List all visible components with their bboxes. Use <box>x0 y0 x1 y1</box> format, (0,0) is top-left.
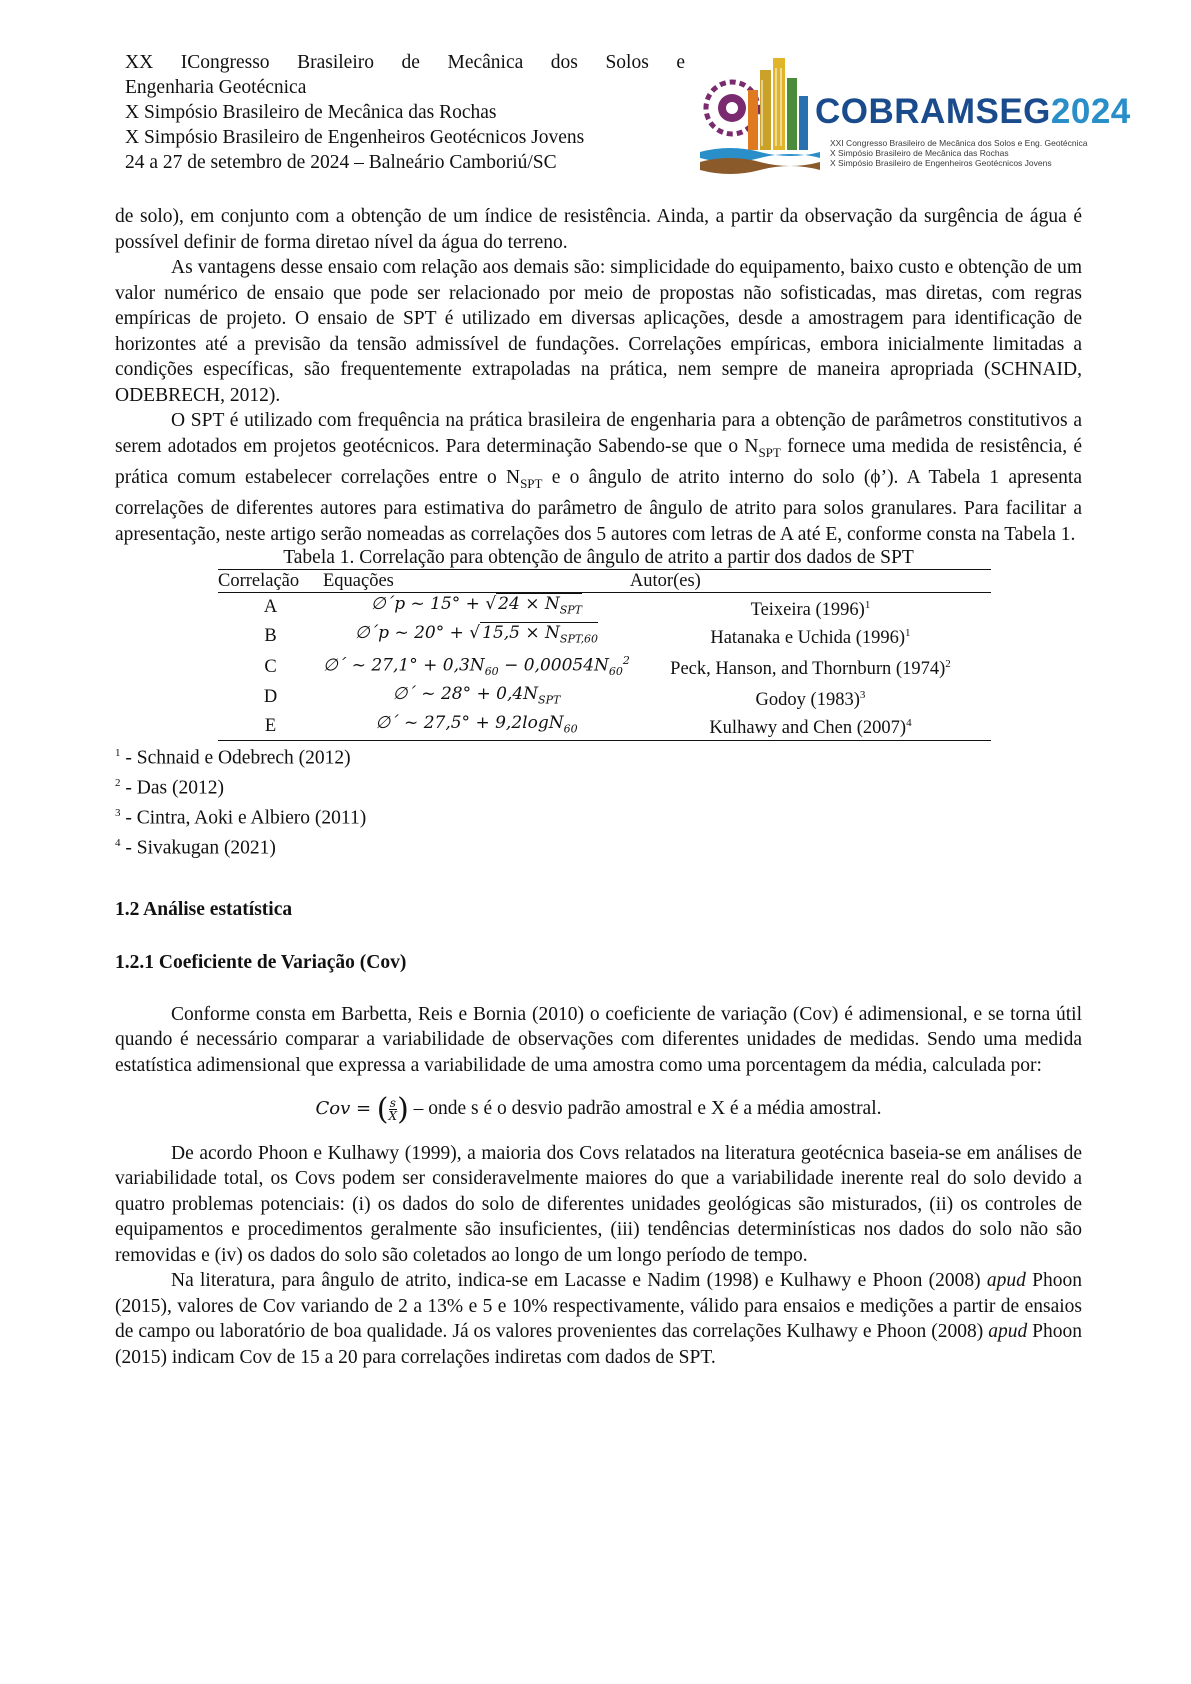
footnote <box>115 831 1082 861</box>
eq-c-sub-1: 60 <box>484 665 499 679</box>
footnote-text: - Das (2012) <box>120 777 224 799</box>
author-sup: 3 <box>859 688 866 701</box>
p6-part-c: Phoon (2015) indicam Cov de 15 a 20 para correlações indiretas com dados de SPT. <box>115 1321 1082 1368</box>
logo-emblem-icon <box>700 50 820 180</box>
subsection-heading: 1.2.1 Coeficiente de Variação (Cov) <box>115 952 407 974</box>
paper-body <box>115 204 1082 1370</box>
logo-sub-line-3: X Simpósio Brasileiro de Engenheiros Geotécnicos Jovens <box>830 158 1052 168</box>
eq-c-part-1: ∅´ ~ 27,1° + 0,3N <box>323 655 485 676</box>
eq-b-rad-text: 15,5 × N <box>482 622 560 643</box>
author-cell <box>630 650 991 683</box>
header-line-5: 24 a 27 de setembro de 2024 – Balneário Camboriú/SC <box>125 152 557 173</box>
table-caption: Tabela 1. Correlação para obtenção de ângulo de atrito a partir dos dados de SPT <box>283 547 914 569</box>
row-id: E <box>218 712 323 741</box>
equation-c <box>323 650 630 683</box>
p6-part-a: Na literatura, para ângulo de atrito, indica-se em Lacasse e Nadim (1998) e Kulhawy e Phoon (2008) <box>171 1270 987 1292</box>
eq-b-radicand <box>480 622 599 646</box>
formula-fraction <box>389 1097 398 1122</box>
logo-sub-line-2: X Simpósio Brasileiro de Mecânica das Rochas <box>830 148 1009 158</box>
eq-c-part-2: − 0,00054N <box>498 655 609 676</box>
paragraph-5: De acordo Phoon e Kulhawy (1999), a maioria dos Covs relatados na literatura geotécnica baseia-se em análises de variabilidade total, os Covs podem ser consideravelmente maiores do que a variabilidade inerente real do solo devido a quatro problemas potenciais: (i) os dados do solo de diferentes unidades geológicas são misturados, (ii) os controles de equipamentos e procedimentos geralmente são insuficientes, (iii) tendências determinísticas nos dados do solo não são removidas e (iv) os dados do solo são coletados ao longo de um longo período de tempo. <box>115 1142 1082 1266</box>
logo-subtitle <box>830 138 1088 168</box>
equation-d <box>323 683 630 711</box>
eq-a-part: ∅´p ~ 15° + <box>370 594 486 615</box>
author-text: Godoy (1983) <box>755 689 860 710</box>
header-autores: Autor(es) <box>630 570 991 593</box>
author-sup: 4 <box>906 717 912 730</box>
table-row <box>218 593 991 622</box>
header-line-2: Engenharia Geotécnica <box>125 77 307 98</box>
row-id: C <box>264 656 277 677</box>
author-text: Kulhawy and Chen (2007) <box>709 718 907 739</box>
author-text: Teixeira (1996) <box>750 600 865 621</box>
logo-name: COBRAMSEG <box>815 92 1051 131</box>
author-text: Hatanaka e Uchida (1996) <box>710 628 906 649</box>
table-row <box>218 683 991 711</box>
header-line-4: X Simpósio Brasileiro de Engenheiros Geotécnicos Jovens <box>125 127 585 148</box>
paragraph-6 <box>115 1268 1082 1370</box>
section-heading: 1.2 Análise estatística <box>115 898 293 920</box>
equation-b <box>323 622 630 650</box>
author-cell <box>630 712 991 741</box>
author-cell <box>630 622 991 650</box>
spt-subscript-2: SPT <box>520 475 543 491</box>
header-line-3: X Simpósio Brasileiro de Mecânica das Rochas <box>125 102 497 123</box>
table-header-row <box>218 570 991 593</box>
row-id: D <box>263 687 278 708</box>
equation-e <box>323 712 630 741</box>
author-cell <box>630 593 991 622</box>
logo-sub-line-1: XXI Congresso Brasileiro de Mecânica dos Solos e Eng. Geotécnica <box>830 138 1088 148</box>
author-text: Peck, Hanson, and Thornburn (1974) <box>670 659 946 680</box>
footnote <box>115 771 1082 801</box>
eq-b-part: ∅´p ~ 20° + <box>354 622 470 643</box>
row-id: A <box>263 597 278 618</box>
paragraph-4: Conforme consta em Barbetta, Reis e Bornia (2010) o coeficiente de variação (Cov) é adimensional, e se torna útil quando é necessário comparar a variabilidade de observações com diferentes unidades de medidas. Sendo uma medida estatística adimensional que expressa a variabilidade de uma amostra como uma porcentagem da média, calculada por: <box>115 1003 1082 1076</box>
table-row <box>218 622 991 650</box>
author-sup: 1 <box>905 627 911 640</box>
footnote-text: - Schnaid e Odebrech (2012) <box>120 747 351 769</box>
table-row <box>218 712 991 741</box>
author-cell <box>630 683 991 711</box>
header-correlacao: Correlação <box>218 570 323 593</box>
close-paren-icon: ) <box>397 1092 409 1128</box>
spt-subscript-1: SPT <box>758 444 781 460</box>
cobramseg-logo <box>700 50 1130 180</box>
sqrt-icon: √ <box>469 622 481 643</box>
paragraph-2: As vantagens desse ensaio com relação aos demais são: simplicidade do equipamento, baixo custo e obtenção de um valor numérico de ensaio que pode ser relacionado por meio de propostas não sofisticadas, mas diretas, com regras empíricas de projeto. O ensaio de SPT é utilizado em diversas aplicações, desde a amostragem para identificação de horizontes até a previsão da tensão admissível de fundações. Correlações empíricas, embora inicialmente limitadas a condições específicas, são frequentemente extrapoladas na prática, nem sempre de maneira apropriada (SCHNAID, ODEBRECH, 2012). <box>115 257 1082 406</box>
paragraph-3-part-b: fornece uma medida de resistência, é prática comum estabelecer correlações entre o N <box>115 435 1082 488</box>
equation-a <box>323 593 630 622</box>
author-sup: 2 <box>945 658 951 670</box>
footnote-sup: 3 <box>115 806 121 819</box>
table-row <box>218 650 991 683</box>
author-sup: 1 <box>864 598 871 611</box>
formula-denominator: X̄ <box>388 1109 398 1124</box>
footnote-sup: 4 <box>115 836 121 849</box>
open-paren-icon: ( <box>376 1092 389 1128</box>
cov-formula <box>115 1092 1082 1128</box>
eq-a-rad-text: 24 × N <box>498 594 560 615</box>
eq-a-sub: SPT <box>559 603 583 617</box>
footnote-text: - Cintra, Aoki e Albiero (2011) <box>120 807 367 829</box>
footnote <box>115 801 1082 831</box>
p6-part-b: Phoon (2015), valores de Cov variando de 2 a 13% e 5 e 10% respectivamente, válido para ensaios e medições a partir de ensaios de campo ou laboratório de boa qualidade. Já os valores provenientes das correlações Kulhawy e Phoon (2008) <box>115 1270 1082 1343</box>
eq-c-sub-2: 60 <box>608 665 623 679</box>
sqrt-icon: √ <box>485 594 497 615</box>
eq-d-part: ∅´ ~ 28° + 0,4N <box>392 684 539 705</box>
correlation-table <box>218 569 991 741</box>
logo-year: 2024 <box>1050 92 1131 131</box>
p6-apud-1: apud <box>986 1270 1026 1292</box>
formula-lhs: Cov = <box>315 1098 377 1120</box>
paragraph-3-part-c: e o ângulo de atrito interno do solo (ϕ’). A Tabela 1 apresenta correlações de diferentes autores para estimativa do parâmetro de ângulo de atrito para solos granulares. Para facilitar a apresentação, neste artigo serão nomeadas as correlações dos 5 autores com letras de A até E, conforme consta na Tabela 1. <box>115 466 1082 545</box>
row-id: B <box>264 625 277 646</box>
table-footnotes <box>115 741 1082 861</box>
paragraph-3 <box>115 408 1082 547</box>
footnote-sup: 1 <box>115 746 121 759</box>
footnote-text: - Sivakugan (2021) <box>120 837 276 859</box>
header-equacoes: Equações <box>323 570 630 593</box>
eq-a-radicand <box>496 593 583 617</box>
footnote <box>115 741 1082 771</box>
eq-e-sub: 60 <box>563 721 578 735</box>
p6-apud-2: apud <box>988 1321 1028 1343</box>
paragraph-3-part-a: O SPT é utilizado com frequência na prática brasileira de engenharia para a obtenção de parâmetros constitutivos a serem adotados em projetos geotécnicos. Para determinação Sabendo-se que o N <box>115 410 1082 457</box>
header-line-1: XX ICongresso Brasileiro de Mecânica dos Solos e <box>125 52 685 73</box>
logo-wordmark <box>815 92 1131 132</box>
eq-b-sub: SPT,60 <box>559 632 599 646</box>
paragraph-1: de solo), em conjunto com a obtenção de um índice de resistência. Ainda, a partir da observação da surgência de água é possível definir de forma diretao nível da água do terreno. <box>115 206 1082 253</box>
conference-header <box>125 50 685 175</box>
footnote-sup: 2 <box>115 776 121 789</box>
formula-description: – onde s é o desvio padrão amostral e X é a média amostral. <box>408 1098 882 1120</box>
eq-c-sup: 2 <box>622 654 630 668</box>
eq-e-part: ∅´ ~ 27,5° + 9,2logN <box>375 712 564 733</box>
formula-numerator: s <box>389 1096 396 1111</box>
eq-d-sub: SPT <box>538 693 561 707</box>
